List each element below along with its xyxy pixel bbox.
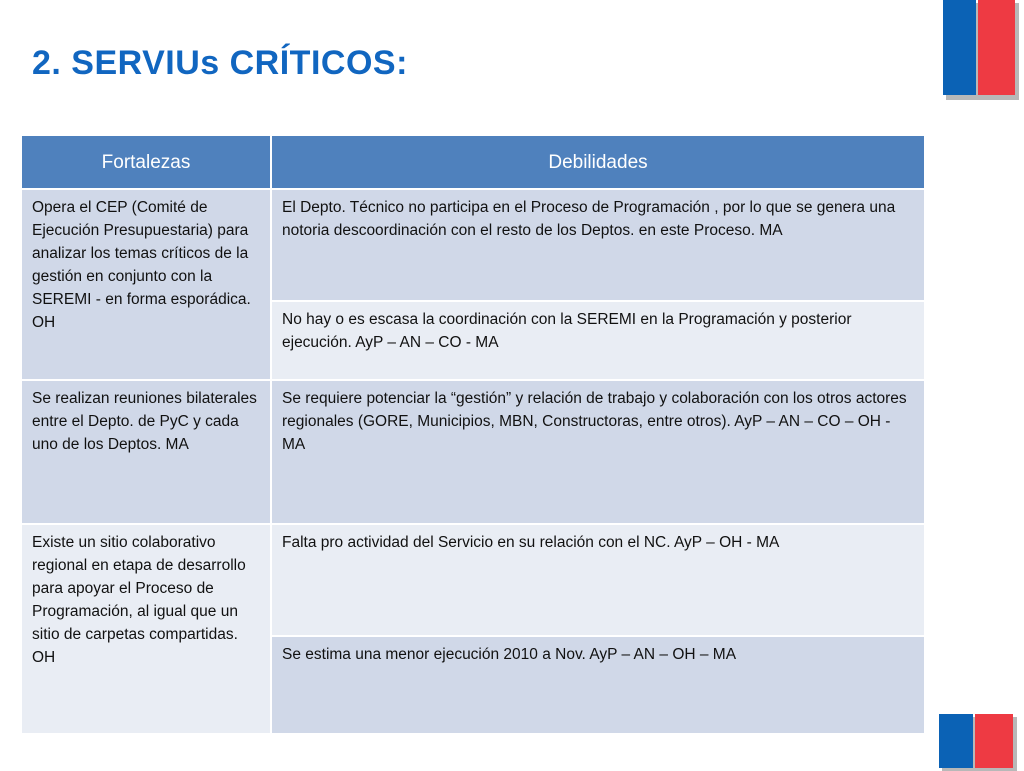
debilidad-cell: Se requiere potenciar la “gestión” y relación de trabajo y colaboración con los otros actores regionales (GORE, Municipios, MBN, Constructoras, entre otros). AyP – AN – CO – OH - MA bbox=[271, 380, 925, 524]
fortaleza-cell: Opera el CEP (Comité de Ejecución Presupuestaria) para analizar los temas críticos de la gestión en conjunto con la SEREMI - en forma esporádica. OH bbox=[21, 189, 271, 380]
debilidad-cell: Se estima una menor ejecución 2010 a Nov. AyP – AN – OH – MA bbox=[271, 636, 925, 734]
header-fortalezas: Fortalezas bbox=[21, 135, 271, 189]
table-header-row bbox=[21, 135, 925, 189]
slide-title: 2. SERVIUs CRÍTICOS: bbox=[32, 44, 408, 82]
strengths-weaknesses-table bbox=[20, 134, 926, 735]
flag-red-stripe bbox=[975, 714, 1013, 768]
debilidad-cell: El Depto. Técnico no participa en el Proceso de Programación , por lo que se genera una notoria descoordinación con el resto de los Deptos. en este Proceso. MA bbox=[271, 189, 925, 301]
fortaleza-cell: Existe un sitio colaborativo regional en etapa de desarrollo para apoyar el Proceso de Programación, al igual que un sitio de carpetas compartidas. OH bbox=[21, 524, 271, 734]
table-row bbox=[21, 189, 925, 301]
debilidad-cell: No hay o es escasa la coordinación con la SEREMI en la Programación y posterior ejecución. AyP – AN – CO - MA bbox=[271, 301, 925, 380]
flag-blue-stripe bbox=[939, 714, 973, 768]
header-debilidades: Debilidades bbox=[271, 135, 925, 189]
flag-logo-top bbox=[943, 0, 1019, 100]
flag-red-stripe bbox=[978, 0, 1015, 95]
debilidad-cell: Falta pro actividad del Servicio en su relación con el NC. AyP – OH - MA bbox=[271, 524, 925, 636]
table-row bbox=[21, 380, 925, 524]
fortaleza-cell: Se realizan reuniones bilaterales entre el Depto. de PyC y cada uno de los Deptos. MA bbox=[21, 380, 271, 524]
table-row bbox=[21, 524, 925, 636]
flag-logo-bottom bbox=[939, 714, 1017, 768]
flag-blue-stripe bbox=[943, 0, 976, 95]
